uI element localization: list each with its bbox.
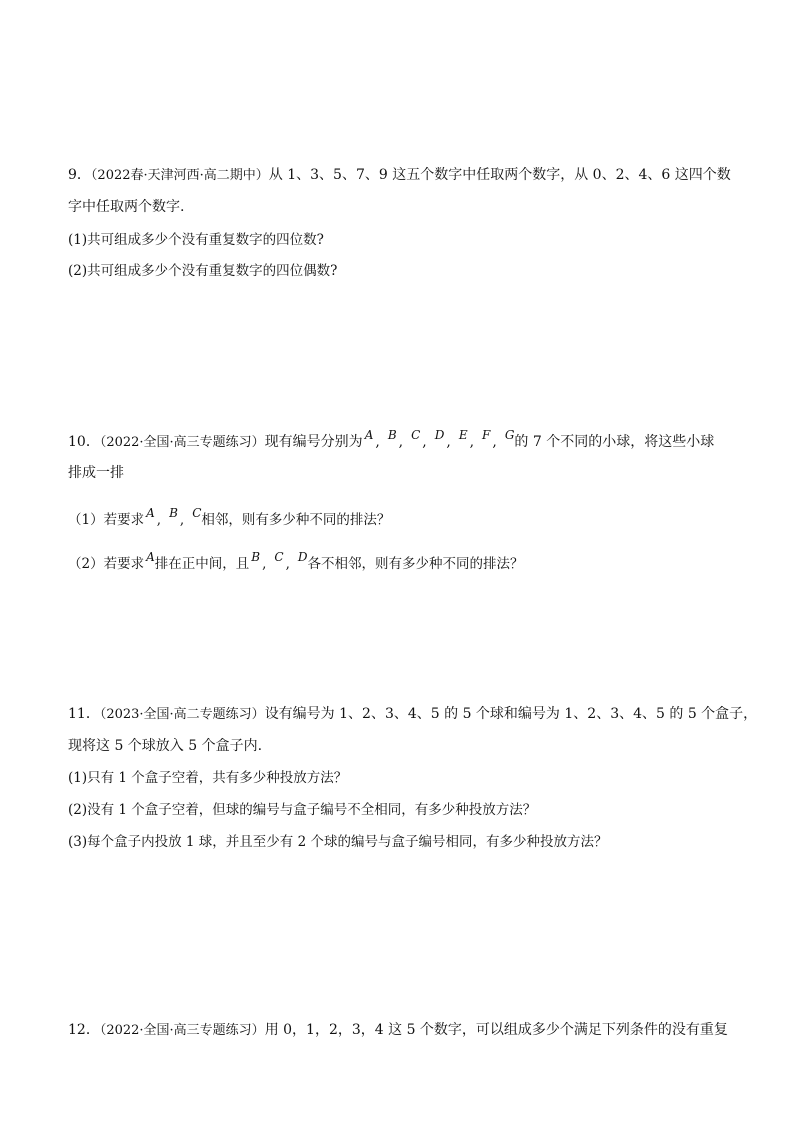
q10-var: B [387,428,397,442]
q10-part2-var: D [297,550,308,564]
q9-part2: (2)共可组成多少个没有重复数字的四位偶数? [68,263,338,279]
q10-part2-var-a: A [146,550,155,564]
q10-stem-pre: 现有编号分别为 [264,434,363,450]
q12-stem-line1: 用 0，1，2，3，4 这 5 个数字，可以组成多少个满足下列条件的没有重复 [264,1022,728,1038]
q9-part1: (1)共可组成多少个没有重复数字的四位数? [68,232,324,248]
q10-var: D [434,428,445,442]
q10-source: （2022·全国·高三专题练习） [99,435,265,450]
q10-part1: （1）若要求 A , B , C相邻，则有多少种不同的排法？ [68,506,391,528]
q11-line1 [68,704,757,725]
q10-var: A [364,428,374,442]
q11-stem-line2: 现将这 5 个球放入 5 个盒子内. [68,738,263,754]
q9-number: 9． [68,167,91,183]
q11-stem-line1: 设有编号为 1、2、3、4、5 的 5 个球和编号为 1、2、3、4、5 的 5 个盒子， [264,706,758,722]
q10-var: E [458,428,468,442]
q9-stem-line2: 字中任取两个数字. [68,199,185,215]
q10-number: 10． [68,434,100,450]
q11-part2: (2)没有 1 个盒子空着，但球的编号与盒子编号不全相同，有多少种投放方法？ [68,802,537,818]
q10-part1-var: B [169,506,178,520]
q10-part2-mid: 排在正中间，且 [154,556,250,572]
q11-number: 11． [68,706,100,722]
q10-part1-var: C [192,506,202,520]
q10-part2: （2）若要求 A排在正中间，且 B , C , D各不相邻，则有多少种不同的排法？ [68,550,524,572]
q10-part1-var: A [146,506,155,520]
q9-source: （2022春·天津河西·高二期中） [90,168,269,183]
q10-part2-var: C [274,550,284,564]
q10-part1-suffix: 相邻，则有多少种不同的排法？ [201,512,391,528]
q10-part2-var: B [251,550,261,564]
q11-part1: (1)只有 1 个盒子空着，共有多少种投放方法？ [68,770,348,786]
q10-stem-line2: 排成一排 [68,465,124,481]
q12-number: 12． [68,1022,100,1038]
q10-var: G [504,428,515,442]
q10-part2-prefix: （2）若要求 [68,556,145,572]
q10-part1-prefix: （1）若要求 [68,512,145,528]
q9-stem-line1: 从 1、3、5、7、9 这五个数字中任取两个数字，从 0、2、4、6 这四个数 [268,167,731,183]
q11-part3: (3)每个盒子内投放 1 球，并且至少有 2 个球的编号与盒子编号相同，有多少种投放方法？ [68,834,608,850]
q10-part2-suffix: 各不相邻，则有多少种不同的排法？ [307,556,524,572]
q11-source: （2023·全国·高二专题练习） [99,707,265,722]
q9-line1 [68,165,731,186]
q10-var: F [482,428,491,442]
q10-line1: 10．（2022·全国·高三专题练习）现有编号分别为 A , B , C , D , E , F , G的 7 个不同的小球，将这些小球 [68,428,715,450]
q10-var: C [411,428,421,442]
q10-stem-post: 的 7 个不同的小球，将这些小球 [514,434,715,450]
q12-source: （2022·全国·高三专题练习） [99,1023,265,1038]
q12-line1 [68,1020,728,1041]
